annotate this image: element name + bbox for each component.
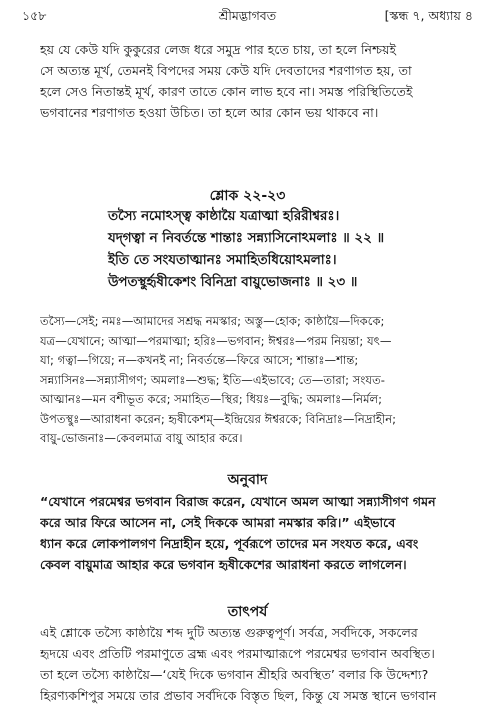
verse-line: তস্যৈ নমোঽস্ত্ব কাষ্ঠায়ৈ যত্রাত্মা হরিরীশ্বরঃ। — [108, 209, 340, 224]
page-header — [22, 8, 473, 30]
verse-line: যদ্‌গত্বা ন নিবর্তন্তে শান্তাঃ সন্ন্যাসিনোঽমলাঃ ॥ ২২ ॥ — [108, 231, 385, 246]
synonyms — [40, 312, 475, 449]
synonym-line: যা; গত্বা—গিয়ে; ন—কখনই না; নিবর্তন্তে—ফিরে আসে; শান্তাঃ—শান্ত; — [40, 353, 359, 367]
book-title: শ্রীমদ্ভাগবত — [218, 8, 277, 23]
translation-heading: অনুবাদ — [227, 472, 268, 488]
page-number: ১৫৮ — [22, 8, 47, 23]
synonym-line: যত্র—যেখানে; আত্মা—পরমাত্মা; হরিঃ—ভগবান; ঈশ্বরঃ—পরম নিয়ন্তা; যৎ— — [40, 333, 392, 348]
synonym-line: সন্ন্যাসিনঃ—সন্ন্যাসীগণ; অমলাঃ—শুদ্ধ; ইতি—এইভাবে; তে—তারা; সংযত- — [40, 372, 385, 387]
synonym-line: বায়ু-ভোজনাঃ—কেবলমাত্র বায়ু আহার করে। — [40, 431, 243, 445]
verse-heading: শ্লোক ২২-২৩ — [209, 188, 286, 204]
purport-line: এই শ্লোকে তস্যৈ কাষ্ঠায়ৈ শব্দ দুটি অত্যন্ত গুরুত্বপূর্ণ। সর্বত্র, সর্বদিকে, সকলের — [40, 625, 418, 640]
text-line: হয় যে কেউ যদি কুকুরের লেজ ধরে সমুদ্র পার হতে চায়, তা হলে নিশ্চয়ই — [40, 42, 397, 57]
verse-line: ইতি তে সংযতাত্মানঃ সমাহিতধিয়োঽমলাঃ। — [108, 253, 337, 268]
verse-block — [108, 206, 485, 294]
purport-line: হৃদয়ে এবং প্রতিটি পরমাণুতে ব্রহ্ম এবং পরমাত্মারূপে পরমেশ্বর ভগবান অবস্থিত। — [40, 646, 435, 661]
intro-paragraph — [40, 39, 475, 123]
purport-line: হিরণ্যকশিপুর সময়ে তার প্রভাব সর্বদিকে বিস্তৃত ছিল, কিন্তু যে সমস্ত স্থানে ভগবান — [40, 688, 437, 703]
text-line: হলে সেও নিতান্তই মূর্খ, কারণ তাতে কোন লাভ হবে না। সমস্ত পরিস্থিতিতেই — [40, 84, 413, 99]
synonym-line: আত্মানঃ—মন বশীভূত করে; সমাহিত—স্থির; ধিয়ঃ—বুদ্ধি; অমলাঃ—নির্মল; — [40, 392, 383, 406]
section-label: [স্কন্ধ ৭, অধ্যায় ৪ — [384, 8, 473, 23]
translation-line: কেবল বায়ুমাত্র আহার করে ভগবান হৃষীকেশের আরাধনা করতে লাগলেন। — [40, 557, 407, 572]
purport-line: তা হলে তস্যৈ কাষ্ঠায়ৈ—‘যেই দিকে ভগবান শ্রীহরি অবস্থিত’ বলার কি উদ্দেশ্য? — [40, 667, 429, 682]
purport — [40, 622, 475, 706]
translation-line: ধ্যান করে লোকপালগণ নিদ্রাহীন হয়ে, পূর্বরূপে তাদের মন সংযত করে, এবং — [40, 536, 419, 551]
purport-heading: তাৎপর্য — [227, 604, 268, 620]
translation-line: “যেখানে পরমেশ্বর ভগবান বিরাজ করেন, যেখানে অমল আত্মা সন্ন্যাসীগণ গমন — [40, 494, 436, 509]
text-line: সে অত্যন্ত মূর্খ, তেমনই বিপদের সময় কেউ যদি দেবতাদের শরণাগত হয়, তা — [40, 63, 412, 78]
verse-line: উপতস্থুর্হৃষীকেশং বিনিদ্রা বায়ুভোজনাঃ ॥ ২৩ ॥ — [108, 275, 358, 290]
translation-line: করে আর ফিরে আসেন না, সেই দিককে আমরা নমস্কার করি।” এইভাবে — [40, 515, 396, 530]
synonym-line: তস্যৈ—সেই; নমঃ—আমাদের সশ্রদ্ধ নমস্কার; অস্তু—হোক; কাষ্ঠায়ৈ—দিককে; — [40, 314, 385, 328]
synonym-line: উপতস্থুঃ—আরাধনা করেন; হৃষীকেশম্‌—ইন্দ্রিয়ের ঈশ্বরকে; বিনিদ্রাঃ—নিদ্রাহীন; — [40, 411, 397, 426]
text-line: ভগবানের শরণাগত হওয়া উচিত। তা হলে আর কোন ভয় থাকবে না। — [40, 105, 379, 120]
translation — [40, 491, 475, 575]
